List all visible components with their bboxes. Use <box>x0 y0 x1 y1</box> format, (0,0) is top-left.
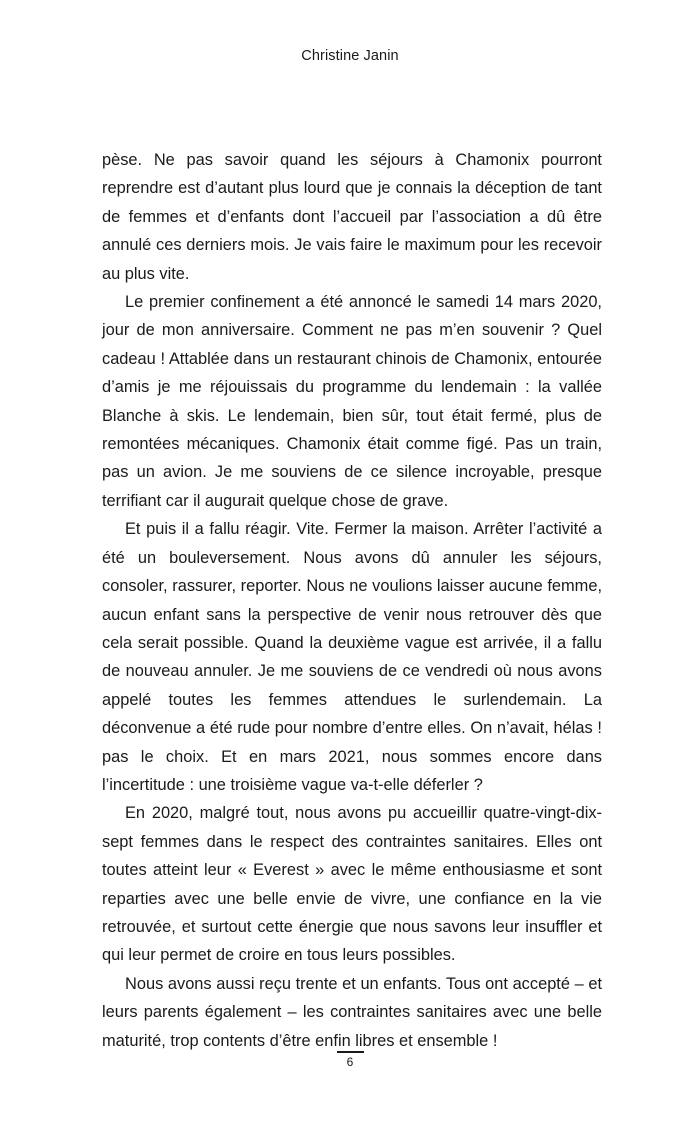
page-body-text <box>102 146 602 1055</box>
paragraph-2: Le premier confinement a été annoncé le samedi 14 mars 2020, jour de mon anniversaire. Comment ne pas m’en souvenir ? Quel cadeau ! Attablée dans un restaurant chinois de Chamonix, entourée d’amis je me réjouissais du programme du lendemain : la vallée Blanche à skis. Le lendemain, bien sûr, tout était fermé, plus de remontées mécaniques. Chamonix était comme figé. Pas un train, pas un avion. Je me souviens de ce silence incroyable, presque terrifiant car il augurait quelque chose de grave. <box>102 293 602 510</box>
paragraph-1: pèse. Ne pas savoir quand les séjours à Chamonix pourront reprendre est d’autant plus lourd que je connais la déception de tant de femmes et d’enfants dont l’accueil par l’association a dû être annulé ces derniers mois. Je vais faire le maximum pour les recevoir au plus vite. <box>102 151 602 283</box>
page-number: 6 <box>346 1055 354 1069</box>
paragraph-3: Et puis il a fallu réagir. Vite. Fermer la maison. Arrêter l’activité a été un bouleversement. Nous avons dû annuler les séjours, consoler, rassurer, reporter. Nous ne voulions laisser aucune femme, aucun enfant sans la perspective de venir nous retrouver dès que cela serait possible. Quand la deuxième vague est arrivée, il a fallu de nouveau annuler. Je me souviens de ce vendredi où nous avons appelé toutes les femmes attendues le surlendemain. La déconvenue a été rude pour nombre d’entre elles. On n’avait, hélas ! pas le choix. Et en mars 2021, nous sommes encore dans l’incertitude : une troisième vague va-t-elle déferler ? <box>102 520 602 794</box>
running-header-author: Christine Janin <box>301 48 399 64</box>
folio-rule <box>337 1051 364 1053</box>
paragraph-5: Nous avons aussi reçu trente et un enfants. Tous ont accepté – et leurs parents également – les contraintes sanitaires avec une belle maturité, trop contents d’être enfin libres et ensemble ! <box>102 974 602 1050</box>
paragraph-4: En 2020, malgré tout, nous avons pu accueillir quatre-vingt-dix-sept femmes dans le respect des contraintes sanitaires. Elles ont toutes atteint leur « Everest » avec le même enthousiasme et sont reparties avec une belle envie de vivre, une confiance en la vie retrouvée, et surtout cette énergie que nous savons leur insuffler et qui leur permet de croire en tous leurs possibles. <box>102 804 602 965</box>
